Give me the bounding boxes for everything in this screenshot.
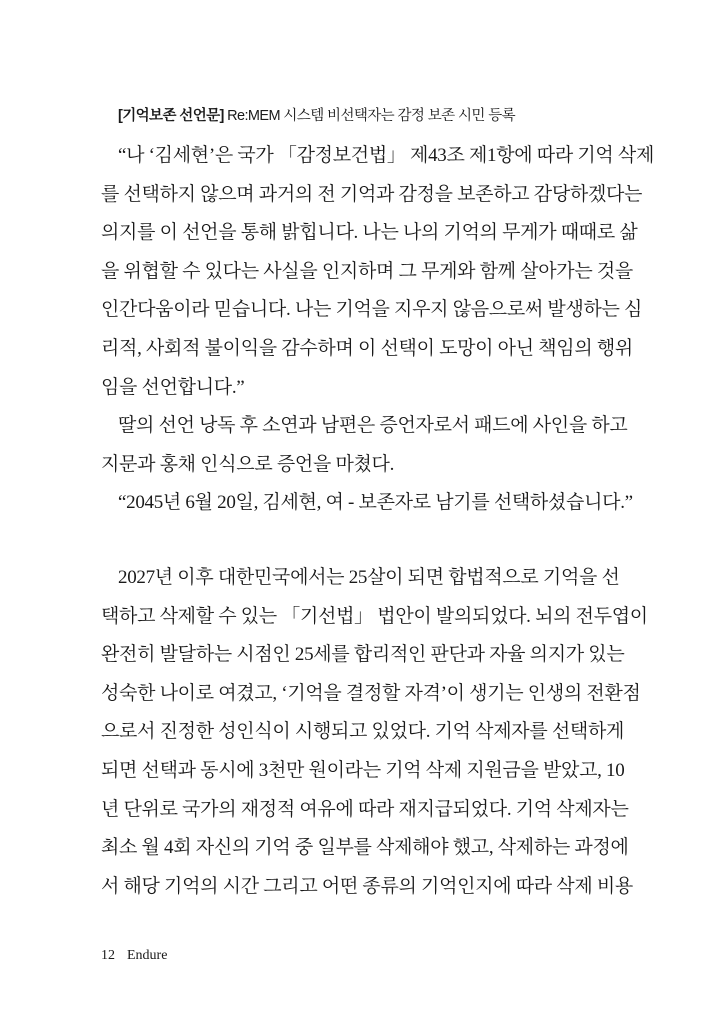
text-line: 을 위협할 수 있다는 사실을 인지하며 그 무게와 함께 살아가는 것을 xyxy=(101,260,633,282)
text-line: “나 ‘김세현’은 국가 「감정보건법」 제43조 제1항에 따라 기억 삭제 xyxy=(118,145,655,166)
section-tag: [기억보존 선언문] xyxy=(118,108,224,124)
text-line: 서 해당 기억의 시간 그리고 어떤 종류의 기억인지에 따라 삭제 비용 xyxy=(101,875,633,897)
text-line: 리적, 사회적 불이익을 감수하며 이 선택이 도망이 아닌 책임의 행위 xyxy=(101,337,633,359)
text-line: 임을 선언합니다.” xyxy=(101,376,245,398)
section-header xyxy=(118,104,515,125)
text-line: 년 단위로 국가의 재정적 여유에 따라 재지급되었다. 기억 삭제자는 xyxy=(101,798,629,820)
text-line: 성숙한 나이로 여겼고, ‘기억을 결정할 자격’이 생기는 인생의 전환점 xyxy=(101,682,641,704)
text-line: 완전히 발달하는 시점인 25세를 합리적인 판단과 자율 의지가 있는 xyxy=(101,644,625,666)
text-line: 지문과 홍채 인식으로 증언을 마쳤다. xyxy=(101,453,395,475)
text-line: 딸의 선언 낭독 후 소연과 남편은 증언자로서 패드에 사인을 하고 xyxy=(118,415,628,437)
text-line: 택하고 삭제할 수 있는 「기선법」 법안이 발의되었다. 뇌의 전두엽이 xyxy=(101,605,648,627)
body-paragraph xyxy=(101,559,648,906)
page-footer xyxy=(101,948,179,964)
text-line: 최소 월 4회 자신의 기억 중 일부를 삭제해야 했고, 삭제하는 과정에 xyxy=(101,837,629,859)
page-number: 12 xyxy=(101,948,115,963)
text-line: 되면 선택과 동시에 3천만 원이라는 기억 삭제 지원금을 받았고, 10 xyxy=(101,759,625,781)
declaration-block xyxy=(101,137,655,523)
text-line: 2027년 이후 대한민국에서는 25살이 되면 합법적으로 기억을 선 xyxy=(118,567,620,588)
book-title: Endure xyxy=(127,948,168,963)
section-title: Re:MEM 시스템 비선택자는 감정 보존 시민 등록 xyxy=(227,108,516,124)
text-line: 를 선택하지 않으며 과거의 전 기억과 감정을 보존하고 감당하겠다는 xyxy=(101,183,643,205)
text-line: 인간다움이라 믿습니다. 나는 기억을 지우지 않음으로써 발생하는 심 xyxy=(101,299,643,321)
text-line: 으로서 진정한 성인식이 시행되고 있었다. 기억 삭제자를 선택하게 xyxy=(101,721,625,743)
text-line: “2045년 6월 20일, 김세현, 여 - 보존자로 남기를 선택하셨습니다.” xyxy=(118,492,633,514)
text-line: 의지를 이 선언을 통해 밝힙니다. 나는 나의 기억의 무게가 때때로 삶 xyxy=(101,222,638,244)
